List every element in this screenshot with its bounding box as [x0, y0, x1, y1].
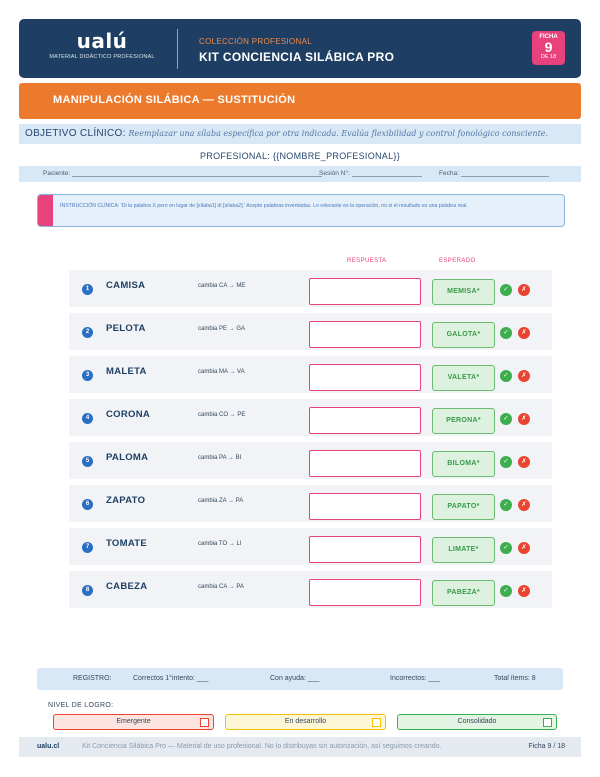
item-number-badge: 4: [82, 413, 93, 424]
item-number-badge: 6: [82, 499, 93, 510]
expected-answer: PABEZA*: [432, 580, 495, 606]
footer-brand[interactable]: ualu.cl: [37, 743, 60, 750]
expected-column-header: ESPERADO: [439, 258, 476, 264]
objective-bar: [19, 124, 581, 144]
item-row: [69, 399, 552, 436]
answer-field[interactable]: [309, 450, 421, 477]
nivel-en-desarrollo-checkbox[interactable]: [372, 718, 381, 727]
x-icon[interactable]: ✗: [518, 585, 530, 597]
session-label: Sesión N°:: [319, 170, 350, 177]
item-word: TOMATE: [106, 538, 148, 549]
item-instruction: cambia CA → ME: [198, 283, 246, 289]
item-instruction: cambia ZA → PA: [198, 498, 244, 504]
nivel-consolidado-checkbox[interactable]: [543, 718, 552, 727]
check-icon[interactable]: ✓: [500, 327, 512, 339]
kit-title: KIT CONCIENCIA SILÁBICA PRO: [199, 50, 395, 64]
expected-answer: GALOTA*: [432, 322, 495, 348]
expected-answer: LIMATE*: [432, 537, 495, 563]
check-icon[interactable]: ✓: [500, 284, 512, 296]
date-field[interactable]: [461, 170, 549, 177]
x-icon[interactable]: ✗: [518, 413, 530, 425]
logo-subtitle: MATERIAL DIDÁCTICO PROFESIONAL: [49, 54, 155, 60]
logo-wordmark: ualú: [76, 29, 128, 53]
item-instruction: cambia CA → PA: [198, 584, 244, 590]
registro-correct: Correctos 1°intento: ___: [133, 675, 209, 682]
nivel-consolidado[interactable]: [397, 714, 557, 730]
patient-field[interactable]: [72, 170, 322, 177]
brand-logo: [47, 30, 157, 60]
answer-field[interactable]: [309, 493, 421, 520]
item-number-badge: 8: [82, 585, 93, 596]
session-field[interactable]: [352, 170, 422, 177]
registro-help: Con ayuda: ___: [270, 675, 320, 682]
item-row: [69, 356, 552, 393]
collection-label: COLECCIÓN PROFESIONAL: [199, 37, 312, 46]
x-icon[interactable]: ✗: [518, 370, 530, 382]
expected-answer: MEMISA*: [432, 279, 495, 305]
item-instruction: cambia PA → BI: [198, 455, 242, 461]
nivel-emergente-label: Emergente: [116, 718, 151, 725]
header-banner: [19, 19, 581, 78]
check-icon[interactable]: ✓: [500, 499, 512, 511]
x-icon[interactable]: ✗: [518, 284, 530, 296]
ficha-total: DE 18: [540, 54, 557, 60]
registro-incorrect: Incorrectos: ___: [390, 675, 441, 682]
registro-total: Total ítems: 8: [494, 675, 536, 682]
nivel-label: NIVEL DE LOGRO:: [48, 702, 114, 709]
ficha-label: FICHA: [539, 34, 558, 40]
x-icon[interactable]: ✗: [518, 456, 530, 468]
patient-label: Paciente:: [43, 170, 71, 177]
answer-field[interactable]: [309, 579, 421, 606]
item-word: CABEZA: [106, 581, 148, 592]
item-word: PALOMA: [106, 452, 149, 463]
expected-answer: VALETA*: [432, 365, 495, 391]
ficha-badge: [532, 31, 565, 65]
item-number-badge: 7: [82, 542, 93, 553]
answer-field[interactable]: [309, 407, 421, 434]
answer-column-header: RESPUESTA: [347, 258, 387, 264]
item-word: CAMISA: [106, 280, 146, 291]
check-icon[interactable]: ✓: [500, 542, 512, 554]
answer-field[interactable]: [309, 536, 421, 563]
check-icon[interactable]: ✓: [500, 370, 512, 382]
item-number-badge: 5: [82, 456, 93, 467]
section-banner: [19, 83, 581, 119]
expected-answer: PERONA*: [432, 408, 495, 434]
professional-name: PROFESIONAL: {{NOMBRE_PROFESIONAL}}: [199, 151, 401, 161]
expected-answer: BILOMA*: [432, 451, 495, 477]
item-instruction: cambia CO → PE: [198, 412, 246, 418]
header-divider: [177, 29, 178, 69]
footer-text: Kit Conciencia Silábica Pro — Material de uso profesional. No lo distribuyas sin autorización, así seguimos creando.: [82, 743, 442, 750]
item-instruction: cambia TO → LI: [198, 541, 242, 547]
nivel-en-desarrollo[interactable]: [225, 714, 386, 730]
patient-info-bar: [19, 166, 581, 182]
item-number-badge: 3: [82, 370, 93, 381]
item-row: [69, 313, 552, 350]
item-number-badge: 1: [82, 284, 93, 295]
item-word: PELOTA: [106, 323, 146, 334]
instruction-text: INSTRUCCIÓN CLÍNICA: 'Di la palabra X pero en lugar de [sílaba1] di [sílaba2].' Acepte palabras inventadas. Lo relevante es la operación, no si el resultado es una palabra real.: [60, 203, 468, 209]
clinical-instruction-box: [37, 194, 565, 227]
item-row: [69, 571, 552, 608]
item-row: [69, 442, 552, 479]
footer-page-number: Ficha 9 / 18: [528, 743, 565, 750]
item-row: [69, 485, 552, 522]
item-row: [69, 528, 552, 565]
objective-text: Reemplazar una sílaba específica por otra indicada. Evalúa flexibilidad y control fonológico consciente.: [128, 129, 549, 138]
check-icon[interactable]: ✓: [500, 456, 512, 468]
section-title: MANIPULACIÓN SILÁBICA — SUSTITUCIÓN: [53, 94, 296, 106]
date-label: Fecha:: [439, 170, 459, 177]
x-icon[interactable]: ✗: [518, 327, 530, 339]
item-word: MALETA: [106, 366, 147, 377]
item-row: [69, 270, 552, 307]
registro-label: REGISTRO:: [73, 675, 112, 682]
instruction-accent: [38, 195, 53, 226]
x-icon[interactable]: ✗: [518, 499, 530, 511]
nivel-consolidado-label: Consolidado: [457, 718, 497, 725]
footer-bar: [19, 737, 581, 757]
nivel-emergente[interactable]: [53, 714, 214, 730]
answer-field[interactable]: [309, 321, 421, 348]
nivel-emergente-checkbox[interactable]: [200, 718, 209, 727]
x-icon[interactable]: ✗: [518, 542, 530, 554]
registro-bar: [37, 668, 563, 690]
item-number-badge: 2: [82, 327, 93, 338]
ficha-number: 9: [544, 39, 553, 55]
objective-label: OBJETIVO CLÍNICO:: [25, 128, 126, 139]
check-icon[interactable]: ✓: [500, 585, 512, 597]
answer-field[interactable]: [309, 364, 421, 391]
item-instruction: cambia MA → VA: [198, 369, 245, 375]
item-instruction: cambia PE → GA: [198, 326, 246, 332]
nivel-en-desarrollo-label: En desarrollo: [284, 718, 327, 725]
item-word: CORONA: [106, 409, 151, 420]
item-word: ZAPATO: [106, 495, 146, 506]
expected-answer: PAPATO*: [432, 494, 495, 520]
check-icon[interactable]: ✓: [500, 413, 512, 425]
answer-field[interactable]: [309, 278, 421, 305]
